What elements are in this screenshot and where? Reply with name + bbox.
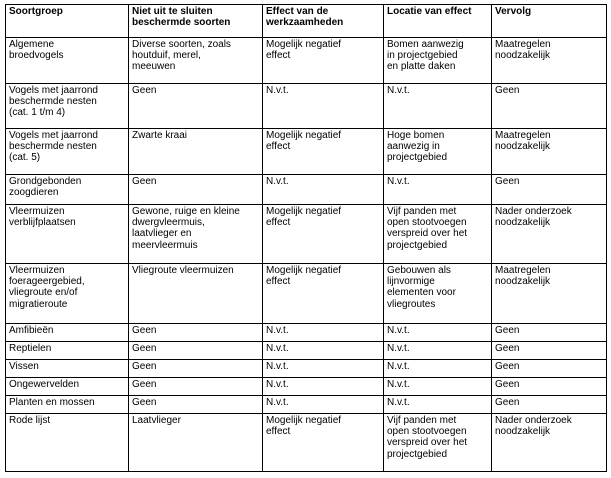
cell-locatie: Gebouwen als lijnvormige elementen voor vliegroutes: [384, 264, 492, 324]
cell-soortgroep: Ongewervelden: [6, 378, 129, 396]
cell-soorten: Geen: [129, 84, 263, 129]
cell-effect: Mogelijk negatief effect: [263, 129, 384, 175]
cell-soortgroep: Algemene broedvogels: [6, 38, 129, 84]
cell-vervolg: Geen: [492, 175, 607, 205]
cell-soortgroep: Planten en mossen: [6, 396, 129, 414]
cell-soortgroep: Grondgebonden zoogdieren: [6, 175, 129, 205]
cell-soorten: Geen: [129, 378, 263, 396]
cell-locatie: N.v.t.: [384, 342, 492, 360]
table-row: [6, 342, 607, 360]
cell-soorten: Geen: [129, 324, 263, 342]
table-row: [6, 264, 607, 324]
cell-soorten: Geen: [129, 360, 263, 378]
cell-locatie: N.v.t.: [384, 396, 492, 414]
cell-soortgroep: Vissen: [6, 360, 129, 378]
cell-locatie: Bomen aanwezig in projectgebied en platte daken: [384, 38, 492, 84]
cell-effect: N.v.t.: [263, 396, 384, 414]
table-header: [6, 5, 607, 38]
cell-vervolg: Maatregelen noodzakelijk: [492, 38, 607, 84]
cell-vervolg: Nader onderzoek noodzakelijk: [492, 205, 607, 264]
cell-effect: N.v.t.: [263, 84, 384, 129]
table-row: [6, 324, 607, 342]
cell-effect: N.v.t.: [263, 175, 384, 205]
cell-vervolg: Maatregelen noodzakelijk: [492, 129, 607, 175]
cell-vervolg: Nader onderzoek noodzakelijk: [492, 414, 607, 472]
table-row: [6, 129, 607, 175]
cell-effect: N.v.t.: [263, 324, 384, 342]
cell-effect: N.v.t.: [263, 378, 384, 396]
table-row: [6, 175, 607, 205]
cell-soorten: Diverse soorten, zoals houtduif, merel, meeuwen: [129, 38, 263, 84]
header-effect: Effect van de werkzaamheden: [263, 5, 384, 38]
cell-soorten: Geen: [129, 396, 263, 414]
cell-effect: Mogelijk negatief effect: [263, 205, 384, 264]
cell-soorten: Geen: [129, 342, 263, 360]
cell-soortgroep: Vogels met jaarrond beschermde nesten (cat. 5): [6, 129, 129, 175]
cell-soortgroep: Vleermuizen verblijfplaatsen: [6, 205, 129, 264]
header-vervolg: Vervolg: [492, 5, 607, 38]
cell-locatie: Hoge bomen aanwezig in projectgebied: [384, 129, 492, 175]
cell-vervolg: Geen: [492, 378, 607, 396]
table-row: [6, 38, 607, 84]
table-row: [6, 378, 607, 396]
cell-vervolg: Geen: [492, 360, 607, 378]
header-locatie: Locatie van effect: [384, 5, 492, 38]
cell-soortgroep: Reptielen: [6, 342, 129, 360]
cell-locatie: N.v.t.: [384, 84, 492, 129]
cell-soorten: Gewone, ruige en kleine dwergvleermuis, laatvlieger en meervleermuis: [129, 205, 263, 264]
cell-effect: Mogelijk negatief effect: [263, 264, 384, 324]
cell-soorten: Zwarte kraai: [129, 129, 263, 175]
cell-vervolg: Maatregelen noodzakelijk: [492, 264, 607, 324]
cell-vervolg: Geen: [492, 342, 607, 360]
cell-effect: Mogelijk negatief effect: [263, 414, 384, 472]
table-row: [6, 84, 607, 129]
cell-vervolg: Geen: [492, 396, 607, 414]
cell-soorten: Vliegroute vleermuizen: [129, 264, 263, 324]
cell-soortgroep: Vleermuizen foerageergebied, vliegroute en/of migratieroute: [6, 264, 129, 324]
cell-vervolg: Geen: [492, 324, 607, 342]
cell-locatie: N.v.t.: [384, 175, 492, 205]
species-effects-table: [5, 4, 607, 472]
cell-soortgroep: Amfibieën: [6, 324, 129, 342]
cell-locatie: N.v.t.: [384, 378, 492, 396]
cell-locatie: N.v.t.: [384, 324, 492, 342]
header-row: [6, 5, 607, 38]
table-body: [6, 38, 607, 472]
table-row: [6, 360, 607, 378]
cell-effect: N.v.t.: [263, 342, 384, 360]
table-row: [6, 205, 607, 264]
cell-effect: N.v.t.: [263, 360, 384, 378]
header-soortgroep: Soortgroep: [6, 5, 129, 38]
cell-locatie: Vijf panden met open stootvoegen verspreid over het projectgebied: [384, 414, 492, 472]
table-row: [6, 414, 607, 472]
cell-locatie: Vijf panden met open stootvoegen verspreid over het projectgebied: [384, 205, 492, 264]
cell-effect: Mogelijk negatief effect: [263, 38, 384, 84]
table-row: [6, 396, 607, 414]
cell-soortgroep: Rode lijst: [6, 414, 129, 472]
species-effects-table-container: [5, 4, 606, 472]
cell-vervolg: Geen: [492, 84, 607, 129]
cell-locatie: N.v.t.: [384, 360, 492, 378]
header-beschermde-soorten: Niet uit te sluiten beschermde soorten: [129, 5, 263, 38]
cell-soorten: Geen: [129, 175, 263, 205]
cell-soortgroep: Vogels met jaarrond beschermde nesten (cat. 1 t/m 4): [6, 84, 129, 129]
cell-soorten: Laatvlieger: [129, 414, 263, 472]
